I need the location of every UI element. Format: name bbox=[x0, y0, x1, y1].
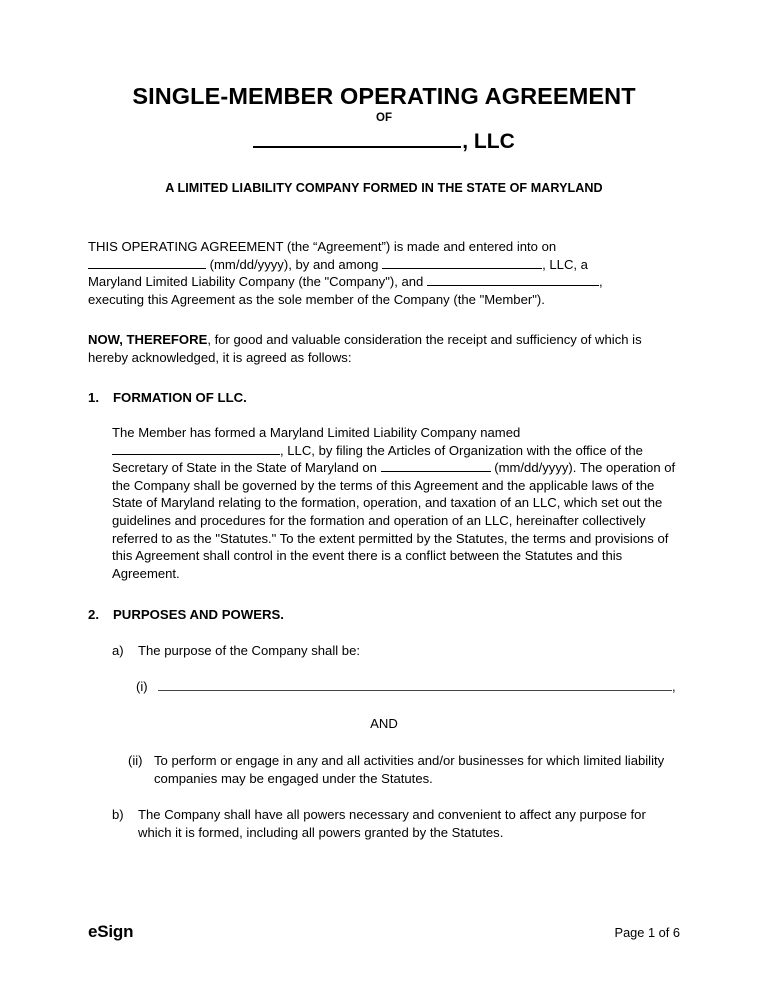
section-2-item-a-i bbox=[136, 678, 681, 696]
intro-line-3-post: , bbox=[598, 274, 603, 290]
and-connector: AND bbox=[370, 716, 398, 731]
intro-line-1: THIS OPERATING AGREEMENT (the “Agreement”) is made and entered into on bbox=[88, 239, 557, 254]
item-a-text: The purpose of the Company shall be: bbox=[138, 643, 360, 658]
title-of-label: OF bbox=[376, 112, 392, 125]
intro-paragraph bbox=[88, 238, 680, 308]
company-name-blank[interactable] bbox=[382, 257, 542, 268]
item-a-marker: a) bbox=[112, 643, 124, 658]
intro-line-4: executing this Agreement as the sole member of the Company (the "Member"). bbox=[88, 291, 545, 307]
section-1-body-part-2: , LLC, by filing the Articles of Organization with the office of the Secretary of State in the State of Maryland on bbox=[112, 442, 643, 476]
section-1-number: 1. bbox=[88, 390, 99, 405]
section-2-number: 2. bbox=[88, 607, 99, 622]
document-subtitle: A LIMITED LIABILITY COMPANY FORMED IN THE STATE OF MARYLAND bbox=[165, 181, 603, 195]
entity-name-suffix: , LLC bbox=[462, 130, 515, 154]
page-title: SINGLE-MEMBER OPERATING AGREEMENT bbox=[132, 83, 636, 109]
formation-company-name-blank[interactable] bbox=[112, 443, 280, 454]
section-1-body-part-1: The Member has formed a Maryland Limited Liability Company named bbox=[112, 425, 521, 440]
item-a-ii-marker: (ii) bbox=[128, 753, 143, 768]
section-2-title: PURPOSES AND POWERS. bbox=[113, 607, 284, 622]
section-2-heading bbox=[88, 606, 680, 624]
section-1-title: FORMATION OF LLC. bbox=[113, 390, 247, 405]
formation-date-blank[interactable] bbox=[381, 461, 491, 472]
intro-line-3-pre: Maryland Limited Liability Company (the "Company"), and bbox=[88, 274, 424, 290]
entity-name-line bbox=[0, 129, 768, 154]
title-block bbox=[0, 84, 768, 154]
section-1-body-part-3: (mm/dd/yyyy). The operation of the Company shall be governed by the terms of this Agreement and the applicable laws of the State of Maryland relating to the formation, operation, and taxation of an LLC, which set out the guidelines and procedures for the formation and operation of an LLC, hereinafter collectively referred to as the "Statutes." To the extent permitted by the Statutes, the terms and provisions of this Agreement shall control in the event there is a conflict between the Statutes and this Agreement. bbox=[112, 460, 676, 581]
item-a-i-marker: (i) bbox=[136, 679, 148, 694]
page-number: Page 1 of 6 bbox=[614, 925, 680, 940]
item-b-text: The Company shall have all powers necessary and convenient to affect any purpose for which it is formed, including all powers granted by the Statutes. bbox=[138, 807, 646, 840]
item-b-marker: b) bbox=[112, 807, 124, 822]
page-footer bbox=[88, 922, 680, 942]
section-2-item-a-ii bbox=[128, 752, 684, 787]
now-therefore-lead: NOW, THEREFORE bbox=[88, 332, 208, 347]
section-2-item-b bbox=[112, 806, 680, 841]
now-therefore-rest: , for good and valuable consideration the receipt and sufficiency of which is hereby acknowledged, it is agreed as follows: bbox=[88, 332, 642, 365]
section-2-item-a bbox=[112, 642, 680, 660]
agreement-date-blank[interactable] bbox=[88, 257, 206, 268]
intro-date-hint: (mm/dd/yyyy), by and among bbox=[209, 256, 379, 272]
intro-llc-suffix: , LLC, a bbox=[542, 256, 588, 272]
item-a-ii-text: To perform or engage in any and all activities and/or businesses for which limited liability companies may be engaged under the Statutes. bbox=[154, 753, 665, 786]
member-name-blank[interactable] bbox=[427, 275, 599, 286]
purpose-fill-in-blank[interactable] bbox=[158, 680, 672, 691]
section-1-body bbox=[112, 424, 680, 582]
esign-brand-logo: eSign bbox=[88, 922, 134, 941]
item-a-i-trailing: , bbox=[672, 679, 676, 694]
section-1-heading bbox=[88, 389, 680, 407]
now-therefore-paragraph bbox=[88, 331, 680, 366]
entity-name-blank[interactable] bbox=[253, 129, 461, 148]
